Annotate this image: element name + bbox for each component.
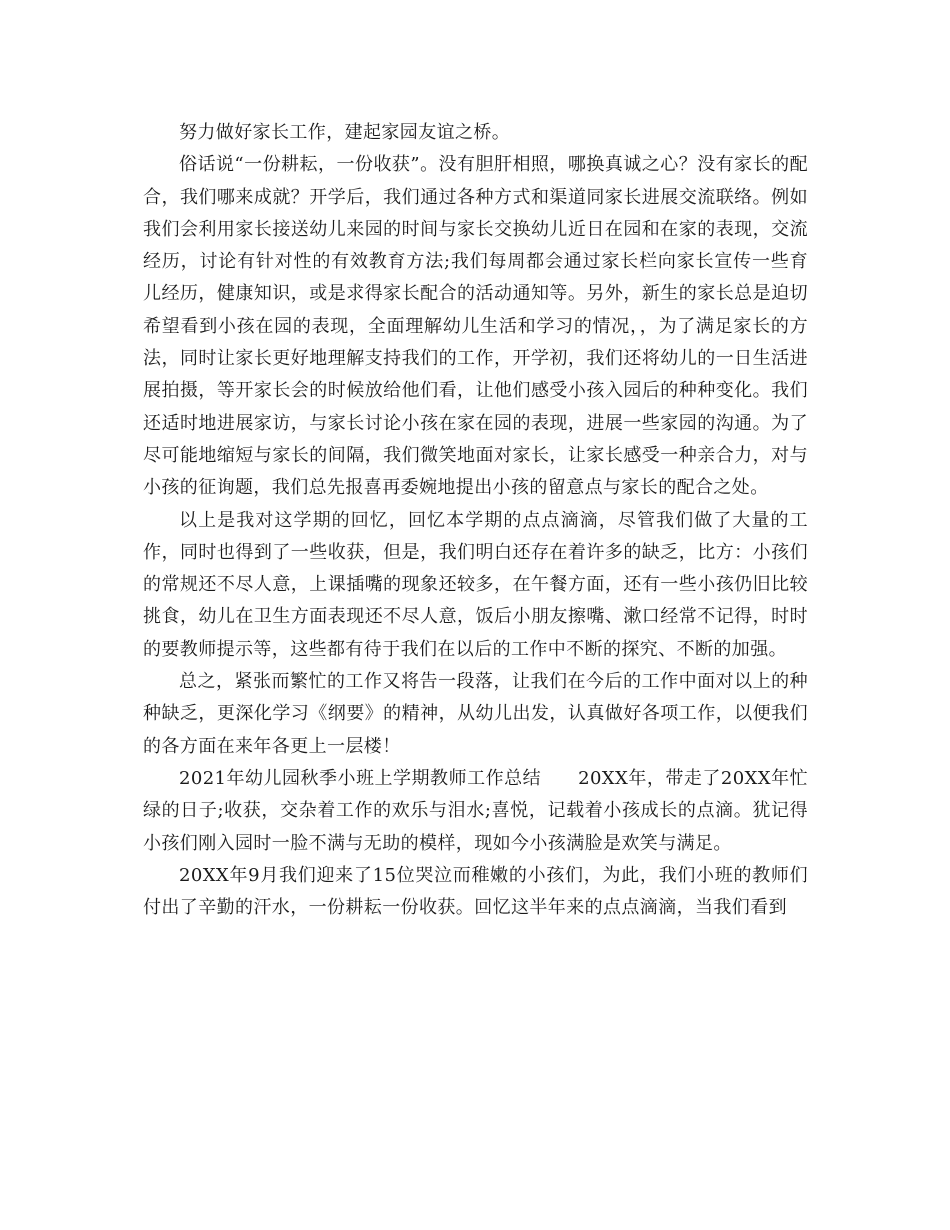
paragraph-september-intake: 20XX年9月我们迎来了15位哭泣而稚嫩的小孩们，为此，我们小班的教师们付出了辛勤的汗水，一份耕耘一份收获。回忆这半年来的点点滴滴，当我们看到 bbox=[143, 864, 808, 919]
document-body bbox=[143, 117, 808, 924]
paragraph-summary-intro: 2021年幼儿园秋季小班上学期教师工作总结 20XX年，带走了20XX年忙绿的日子;收获，交杂着工作的欢乐与泪水;喜悦，记载着小孩成长的点滴。犹记得小孩们刚入园时一脸不满与无助的模样，现如今小孩满脸是欢笑与满足。 bbox=[143, 767, 808, 854]
paragraph-conclusion: 总之，紧张而繁忙的工作又将告一段落，让我们在今后的工作中面对以上的种种缺乏，更深化学习《纲要》的精神，从幼儿出发，认真做好各项工作，以便我们的各方面在来年各更上一层楼！ bbox=[143, 671, 808, 757]
paragraph-parent-work-heading: 努力做好家长工作，建起家园友谊之桥。 bbox=[179, 122, 511, 143]
paragraph-parent-communication: 俗话说“一份耕耘，一份收获”。没有胆肝相照，哪换真诚之心？没有家长的配合，我们哪来成就？开学后，我们通过各种方式和渠道同家长进展交流联络。例如我们会利用家长接送幼儿来园的时间与家长交换幼儿近日在园和在家的表现，交流经历，讨论有针对性的有效教育方法;我们每周都会通过家长栏向家长宣传一些育儿经历，健康知识，或是求得家长配合的活动通知等。另外，新生的家长总是迫切希望看到小孩在园的表现，全面理解幼儿生活和学习的情况，，为了满足家长的方法，同时让家长更好地理解支持我们的工作，开学初，我们还将幼儿的一日生活进展拍摄，等开家长会的时候放给他们看，让他们感受小孩入园后的种种变化。我们还适时地进展家访，与家长讨论小孩在家在园的表现，进展一些家园的沟通。为了尽可能地缩短与家长的间隔，我们微笑地面对家长，让家长感受一种亲合力，对与小孩的征询题，我们总先报喜再委婉地提出小孩的留意点与家长的配合之处。 bbox=[143, 154, 808, 499]
paragraph-semester-review: 以上是我对这学期的回忆，回忆本学期的点点滴滴，尽管我们做了大量的工作，同时也得到了一些收获，但是，我们明白还存在着许多的缺乏，比方：小孩们的常规还不尽人意，上课插嘴的现象还较多，在午餐方面，还有一些小孩仍旧比较挑食，幼儿在卫生方面表现还不尽人意，饭后小朋友擦嘴、漱口经常不记得，时时的要教师提示等，这些都有待于我们在以后的工作中不断的探究、不断的加强。 bbox=[143, 509, 808, 660]
